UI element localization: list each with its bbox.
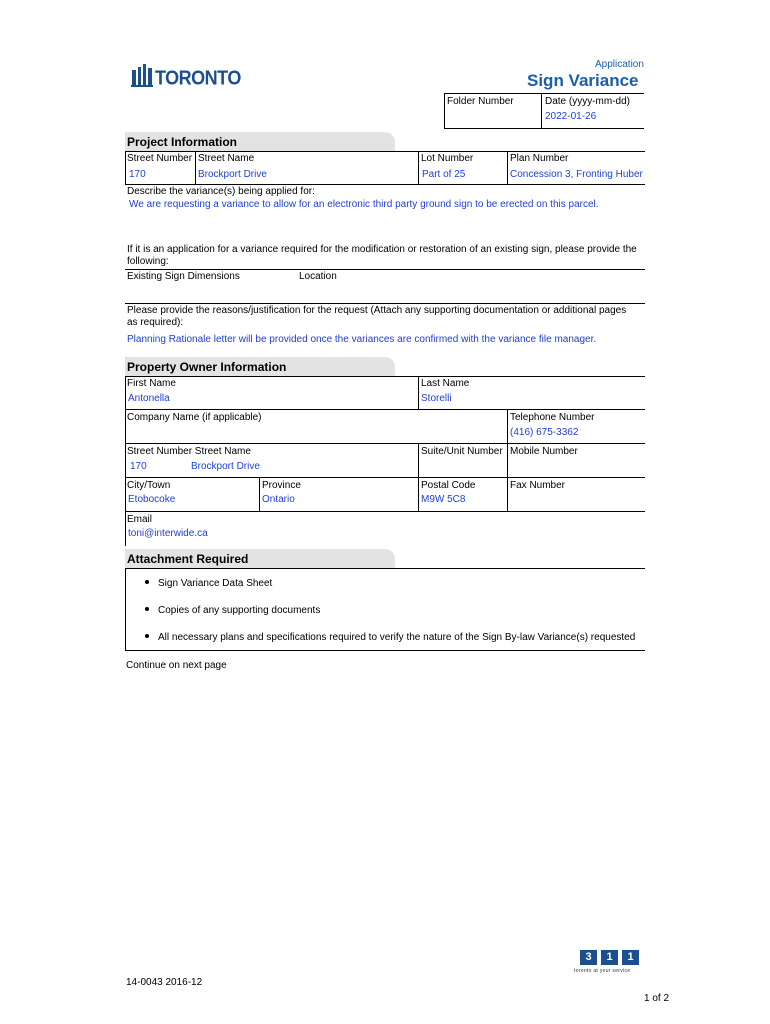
plan-number-field[interactable]: Concession 3, Fronting Huber <box>510 169 643 180</box>
email-field[interactable]: toni@interwide.ca <box>128 528 208 539</box>
grid-line <box>418 376 419 410</box>
variance-description-field[interactable]: We are requesting a variance to allow for an electronic third party ground sign to be erected on this parcel. <box>129 199 599 210</box>
grid-line <box>125 443 645 444</box>
bullet-icon <box>145 607 149 611</box>
province-label: Province <box>262 480 301 491</box>
street-number-label: Street Number <box>127 153 193 164</box>
property-owner-title: Property Owner Information <box>127 360 287 374</box>
311-tagline: toronto at your service <box>574 968 631 974</box>
first-name-label: First Name <box>127 378 176 389</box>
fax-label: Fax Number <box>510 480 566 491</box>
grid-line <box>125 511 126 546</box>
grid-line <box>125 376 126 512</box>
attachment-required-title: Attachment Required <box>127 552 249 566</box>
bullet-icon <box>145 634 149 638</box>
street-label: Street Number Street Name <box>127 446 251 457</box>
grid-line <box>195 151 196 185</box>
email-label: Email <box>127 514 153 525</box>
reasons-field[interactable]: Planning Rationale letter will be provided once the variances are confirmed with the variance file manager. <box>127 334 597 345</box>
lot-number-label: Lot Number <box>421 153 474 164</box>
reasons-label-line1: Please provide the reasons/justification for the request (Attach any supporting documentation or additional pages <box>127 305 627 316</box>
toronto-logo <box>131 62 241 89</box>
attachment-required-header <box>125 549 645 569</box>
existing-sign-instructions-line2: following: <box>127 256 169 267</box>
grid-line <box>418 151 419 185</box>
province-field[interactable]: Ontario <box>262 494 295 505</box>
grid-line <box>125 477 645 478</box>
lot-number-field[interactable]: Part of 25 <box>422 169 466 180</box>
suite-field[interactable] <box>421 461 501 473</box>
grid-line <box>125 409 645 410</box>
list-item: All necessary plans and specifications required to verify the nature of the Sign By-law Variance(s) requested <box>145 632 635 643</box>
city-label: City/Town <box>127 480 171 491</box>
suite-label: Suite/Unit Number <box>421 446 503 457</box>
postal-code-label: Postal Code <box>421 480 476 491</box>
grid-line <box>125 151 126 185</box>
header-box-top <box>444 93 644 94</box>
311-digit-3: 3 <box>580 950 597 965</box>
street-number-field[interactable]: 170 <box>129 169 146 180</box>
city-hall-icon <box>131 62 153 88</box>
logo-wordmark: TORONTO <box>155 66 241 89</box>
grid-line <box>259 477 260 512</box>
last-name-field[interactable]: Storelli <box>421 393 452 404</box>
311-logo <box>574 950 646 978</box>
311-digit-1a: 1 <box>601 950 618 965</box>
list-item: Copies of any supporting documents <box>145 605 320 616</box>
postal-code-field[interactable]: M9W 5C8 <box>421 494 466 505</box>
variance-description-label: Describe the variance(s) being applied for: <box>127 186 315 197</box>
company-name-field[interactable] <box>128 427 498 439</box>
city-field[interactable]: Etobocoke <box>128 494 176 505</box>
date-label: Date (yyyy-mm-dd) <box>545 96 631 107</box>
grid-line <box>507 151 508 185</box>
form-code: 14-0043 2016-12 <box>126 977 203 988</box>
list-item: Sign Variance Data Sheet <box>145 578 272 589</box>
bullet-icon <box>145 580 149 584</box>
project-information-title: Project Information <box>127 135 238 149</box>
owner-street-name-field[interactable]: Brockport Drive <box>191 461 260 472</box>
header-box-mid <box>541 93 542 129</box>
plan-number-label: Plan Number <box>510 153 569 164</box>
street-name-field[interactable]: Brockport Drive <box>198 169 267 180</box>
property-owner-header <box>125 357 645 377</box>
last-name-label: Last Name <box>421 378 470 389</box>
grid-line <box>125 303 645 304</box>
header-box-bottom <box>444 128 644 129</box>
fax-field[interactable] <box>510 494 640 506</box>
continue-note: Continue on next page <box>126 660 227 671</box>
form-title: Sign Variance <box>527 71 639 90</box>
telephone-label: Telephone Number <box>510 412 595 423</box>
folder-number-label: Folder Number <box>447 96 514 107</box>
owner-street-number-field[interactable]: 170 <box>130 461 147 472</box>
header-box-left <box>444 93 445 129</box>
reasons-label-line2: as required): <box>127 317 184 328</box>
grid-line <box>125 184 645 185</box>
grid-line <box>125 650 645 651</box>
date-field[interactable]: 2022-01-26 <box>545 111 597 122</box>
street-name-label: Street Name <box>198 153 255 164</box>
folder-number-field[interactable] <box>447 111 537 123</box>
company-name-label: Company Name (if applicable) <box>127 412 262 423</box>
existing-sign-dimensions-label: Existing Sign Dimensions <box>127 271 240 282</box>
project-information-header <box>125 132 645 152</box>
location-label: Location <box>299 271 337 282</box>
mobile-field[interactable] <box>510 461 640 473</box>
application-label: Application <box>595 59 644 70</box>
first-name-field[interactable]: Antonella <box>128 393 170 404</box>
telephone-field[interactable]: (416) 675-3362 <box>510 427 579 438</box>
grid-line <box>125 269 645 270</box>
mobile-label: Mobile Number <box>510 446 578 457</box>
existing-sign-instructions-line1: If it is an application for a variance required for the modification or restoration of an existing sign, please provide the <box>127 244 637 255</box>
311-digit-1b: 1 <box>622 950 639 965</box>
grid-line <box>125 511 645 512</box>
grid-line <box>507 409 508 512</box>
page-indicator: 1 of 2 <box>644 993 670 1004</box>
grid-line <box>125 568 126 651</box>
